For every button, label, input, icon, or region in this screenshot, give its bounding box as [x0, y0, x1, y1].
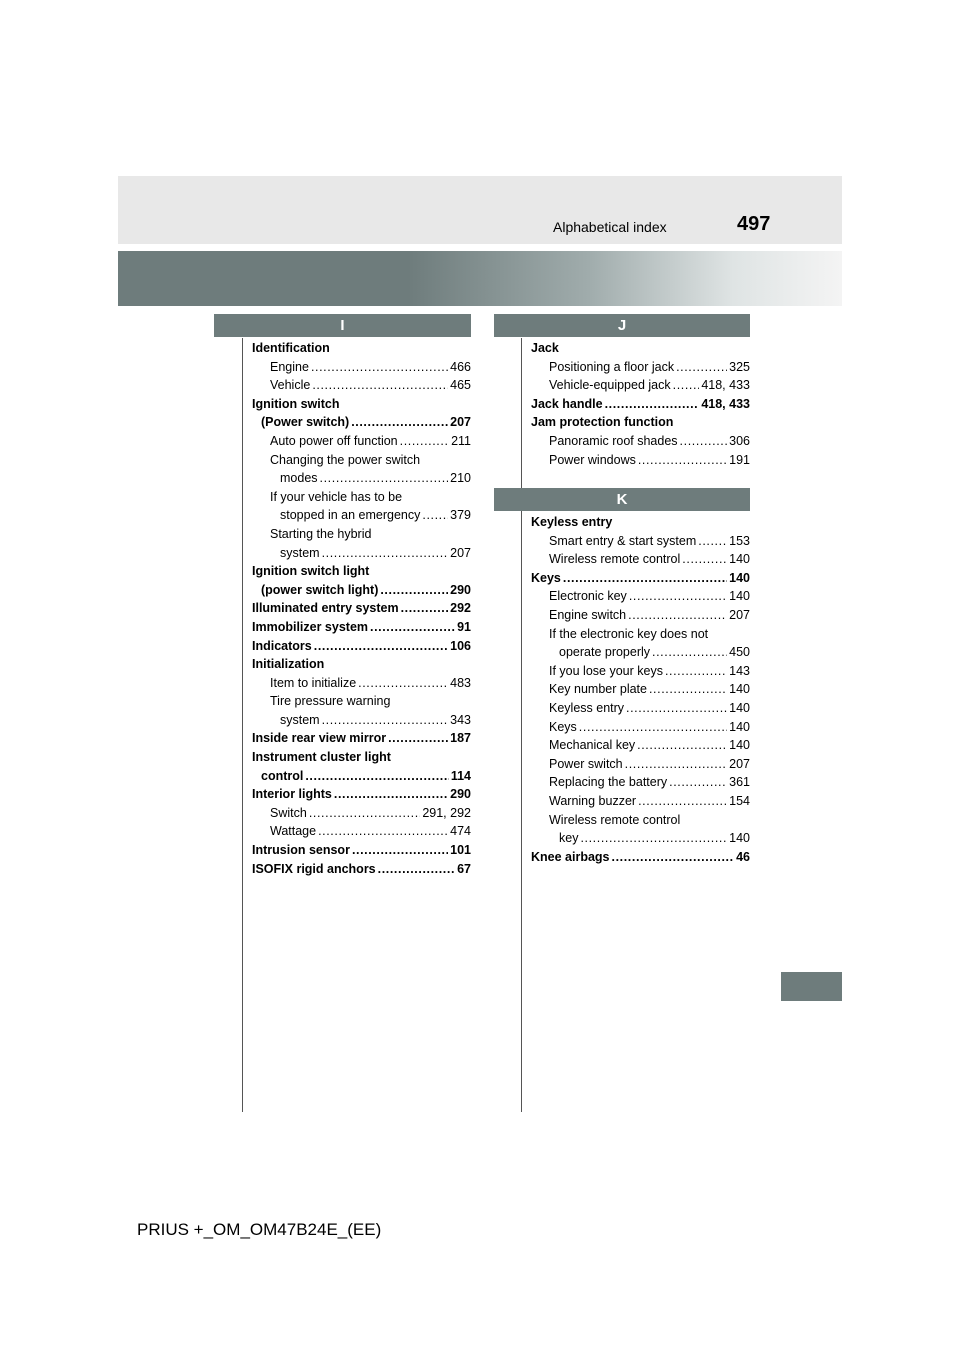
dot-leader	[309, 804, 421, 823]
index-entry-page[interactable]: 483	[450, 675, 471, 690]
index-entry	[252, 358, 471, 377]
index-entry	[252, 692, 471, 711]
index-entry-page[interactable]: 291, 292	[422, 805, 471, 820]
index-entry	[252, 469, 471, 488]
index-entry	[252, 637, 471, 656]
dot-leader	[629, 587, 727, 606]
index-entry-term: Tire pressure warning	[270, 694, 391, 709]
index-entry-page[interactable]: 153	[729, 533, 750, 548]
index-entry-term: Inside rear view mirror	[252, 731, 387, 746]
dot-leader	[422, 506, 448, 525]
index-entry	[252, 395, 471, 414]
index-entry-term: If your vehicle has to be	[270, 489, 403, 504]
index-entry-term: Wireless remote control	[549, 552, 681, 567]
index-entry-term: Keys	[549, 719, 577, 734]
index-entry	[531, 513, 750, 532]
index-entry-term: Instrument cluster light	[252, 750, 391, 765]
index-column-j	[531, 339, 750, 469]
index-entry-term: Auto power off function	[270, 433, 398, 448]
index-entry-page[interactable]: 207	[729, 756, 750, 771]
index-entry-term: Vehicle-equipped jack	[549, 378, 671, 393]
dot-leader	[318, 822, 448, 841]
index-entry	[252, 785, 471, 804]
index-entry	[252, 860, 471, 879]
index-entry	[252, 525, 471, 544]
index-entry-page[interactable]: 418, 433	[701, 396, 750, 411]
index-entry	[252, 804, 471, 823]
index-entry-page[interactable]: 101	[450, 843, 471, 858]
dot-leader	[680, 432, 728, 451]
index-entry	[531, 662, 750, 681]
index-entry-page[interactable]: 140	[729, 719, 750, 734]
index-entry-term: system	[280, 545, 320, 560]
index-entry	[252, 413, 471, 432]
index-entry	[531, 376, 750, 395]
index-entry-page[interactable]: 211	[451, 433, 471, 448]
index-entry	[531, 792, 750, 811]
index-entry	[252, 376, 471, 395]
index-entry	[531, 587, 750, 606]
index-entry-term: modes	[280, 471, 318, 486]
index-entry-page[interactable]: 290	[450, 787, 471, 802]
index-entry-term: key	[559, 831, 579, 846]
index-entry-page[interactable]: 106	[450, 638, 471, 653]
index-entry	[252, 618, 471, 637]
index-entry-page[interactable]: 379	[450, 508, 471, 523]
index-entry-page[interactable]: 140	[729, 738, 750, 753]
dot-leader	[320, 469, 449, 488]
index-entry-page[interactable]: 306	[729, 433, 750, 448]
dot-leader	[649, 680, 727, 699]
dot-leader	[669, 773, 727, 792]
dot-leader	[698, 532, 727, 551]
index-entry-term: Vehicle	[270, 378, 311, 393]
index-entry	[531, 811, 750, 830]
index-entry	[252, 339, 471, 358]
letter-heading-i: I	[214, 314, 471, 337]
index-entry	[252, 599, 471, 618]
index-entry-term: (Power switch)	[261, 415, 350, 430]
index-entry-page[interactable]: 114	[450, 768, 471, 783]
index-entry-page[interactable]: 207	[729, 607, 750, 622]
index-entry-term: Replacing the battery	[549, 775, 668, 790]
dot-leader	[612, 848, 735, 867]
index-entry-page[interactable]: 207	[450, 545, 471, 560]
index-entry	[531, 358, 750, 377]
index-entry-page[interactable]: 91	[457, 619, 471, 634]
index-entry-page[interactable]: 143	[729, 663, 750, 678]
letter-heading-j: J	[494, 314, 750, 337]
index-entry-term: Mechanical key	[549, 738, 636, 753]
index-entry-term: Jack handle	[531, 396, 603, 411]
index-entry	[252, 748, 471, 767]
index-entry-page[interactable]: 465	[450, 378, 471, 393]
header-background	[118, 176, 842, 244]
index-entry	[531, 395, 750, 414]
index-entry-page[interactable]: 140	[729, 570, 750, 585]
index-entry	[531, 699, 750, 718]
index-entry-term: Key number plate	[549, 682, 647, 697]
dot-leader	[652, 643, 727, 662]
dot-leader	[311, 358, 448, 377]
index-entry-term: Immobilizer system	[252, 619, 369, 634]
index-entry-term: ISOFIX rigid anchors	[252, 861, 376, 876]
dot-leader	[352, 841, 448, 860]
index-entry	[252, 729, 471, 748]
index-entry-term: Wattage	[270, 824, 317, 839]
index-entry-page[interactable]: 140	[729, 682, 750, 697]
index-entry	[531, 339, 750, 358]
index-entry-term: Indicators	[252, 638, 312, 653]
index-entry-term: Wireless remote control	[549, 812, 681, 827]
index-entry-term: Power windows	[549, 452, 636, 467]
index-entry-term: control	[261, 768, 304, 783]
index-entry-term: Engine switch	[549, 607, 627, 622]
index-entry	[531, 773, 750, 792]
dot-leader	[358, 674, 448, 693]
index-entry-term: Panoramic roof shades	[549, 433, 678, 448]
index-entry-term: (power switch light)	[261, 582, 379, 597]
index-entry	[252, 562, 471, 581]
index-entry-page[interactable]: 450	[729, 645, 750, 660]
index-entry	[252, 822, 471, 841]
dot-leader	[322, 544, 449, 563]
index-entry-term: Initialization	[252, 657, 325, 672]
index-entry-term: Starting the hybrid	[270, 526, 372, 541]
index-column-i	[252, 339, 471, 878]
index-entry	[531, 532, 750, 551]
index-entry-page[interactable]: 140	[729, 552, 750, 567]
index-entry-page[interactable]: 343	[450, 712, 471, 727]
dot-leader	[682, 550, 727, 569]
index-entry-page[interactable]: 290	[450, 582, 471, 597]
dot-leader	[305, 767, 448, 786]
index-entry	[252, 506, 471, 525]
index-entry	[531, 432, 750, 451]
dot-leader	[370, 618, 455, 637]
index-entry-page[interactable]: 361	[729, 775, 750, 790]
index-entry	[531, 569, 750, 588]
index-entry	[531, 550, 750, 569]
index-entry-page[interactable]: 46	[736, 849, 750, 864]
index-entry-term: If the electronic key does not	[549, 626, 709, 641]
index-entry-term: Warning buzzer	[549, 793, 637, 808]
index-entry-page[interactable]: 210	[450, 471, 471, 486]
dot-leader	[400, 432, 449, 451]
index-entry-page[interactable]: 325	[729, 359, 750, 374]
dot-leader	[314, 637, 448, 656]
index-entry	[252, 544, 471, 563]
index-entry	[531, 606, 750, 625]
index-entry	[531, 736, 750, 755]
index-entry-term: Jam protection function	[531, 415, 674, 430]
dot-leader	[322, 711, 449, 730]
dot-leader	[676, 358, 727, 377]
index-entry-page[interactable]: 418, 433	[701, 378, 750, 393]
index-entry	[531, 718, 750, 737]
index-entry-term: Keys	[531, 570, 561, 585]
index-entry	[531, 829, 750, 848]
index-entry-page[interactable]: 474	[450, 824, 471, 839]
index-entry-term: Power switch	[549, 756, 623, 771]
index-entry-page[interactable]: 466	[450, 359, 471, 374]
index-entry-page[interactable]: 207	[450, 415, 471, 430]
index-entry-term: Keyless entry	[531, 515, 613, 529]
dot-leader	[665, 662, 727, 681]
index-entry	[252, 674, 471, 693]
index-entry	[531, 755, 750, 774]
left-column-rule	[242, 338, 243, 1112]
index-entry-term: Smart entry & start system	[549, 533, 697, 548]
index-entry-term: Ignition switch	[252, 396, 340, 411]
dot-leader	[380, 581, 448, 600]
index-entry-term: Illuminated entry system	[252, 601, 399, 616]
index-entry	[531, 848, 750, 867]
dot-leader	[625, 755, 728, 774]
dot-leader	[388, 729, 448, 748]
index-entry-term: Ignition switch light	[252, 564, 370, 579]
index-entry-term: stopped in an emergency	[280, 508, 421, 523]
index-entry-term: Switch	[270, 805, 307, 820]
section-title: Alphabetical index	[553, 219, 667, 235]
document-id: PRIUS +_OM_OM47B24E_(EE)	[137, 1220, 382, 1239]
dot-leader	[638, 451, 727, 470]
index-entry	[252, 767, 471, 786]
index-entry-term: Positioning a floor jack	[549, 359, 675, 374]
index-entry-term: Jack	[531, 341, 559, 355]
dot-leader	[401, 599, 449, 618]
index-entry	[252, 581, 471, 600]
index-entry-page[interactable]: 140	[729, 700, 750, 715]
dot-leader	[673, 376, 700, 395]
index-entry-term: Intrusion sensor	[252, 843, 350, 858]
index-entry	[531, 643, 750, 662]
index-entry-term: Interior lights	[252, 787, 332, 802]
dot-leader	[312, 376, 448, 395]
dot-leader	[579, 718, 727, 737]
index-entry-page[interactable]: 292	[450, 601, 471, 616]
right-column-rule	[521, 338, 522, 1112]
dot-leader	[638, 792, 727, 811]
index-entry-term: Changing the power switch	[270, 452, 421, 467]
dot-leader	[563, 569, 727, 588]
index-entry-page[interactable]: 154	[729, 793, 750, 808]
index-entry-term: Engine	[270, 359, 309, 374]
index-entry-term: If you lose your keys	[549, 663, 663, 678]
index-entry	[252, 488, 471, 507]
dot-leader	[637, 736, 727, 755]
index-entry-term: operate properly	[559, 645, 651, 660]
index-entry-page[interactable]: 140	[729, 589, 750, 604]
dot-leader	[378, 860, 455, 879]
index-entry	[531, 413, 750, 432]
index-entry-term: Keyless entry	[549, 700, 625, 715]
dot-leader	[626, 699, 727, 718]
index-entry-term: Knee airbags	[531, 849, 610, 864]
index-entry	[252, 432, 471, 451]
index-entry-term: Item to initialize	[270, 675, 357, 690]
chapter-tab	[781, 972, 842, 1001]
dot-leader	[334, 785, 448, 804]
dot-leader	[605, 395, 700, 414]
index-entry-page[interactable]: 191	[729, 452, 750, 467]
dot-leader	[351, 413, 448, 432]
index-entry	[252, 451, 471, 470]
index-entry	[531, 625, 750, 644]
index-entry-page[interactable]: 187	[450, 731, 471, 746]
index-entry	[252, 655, 471, 674]
index-entry	[531, 680, 750, 699]
letter-heading-k: K	[494, 488, 750, 511]
index-entry-page[interactable]: 140	[729, 831, 750, 846]
index-entry-term: Electronic key	[549, 589, 627, 604]
dot-leader	[580, 829, 727, 848]
page-number: 497	[737, 213, 771, 235]
index-entry	[252, 711, 471, 730]
index-entry-page[interactable]: 67	[457, 861, 471, 876]
index-entry-term: Identification	[252, 341, 330, 355]
header-gradient-band	[118, 251, 842, 306]
index-entry-term: system	[280, 712, 320, 727]
dot-leader	[628, 606, 727, 625]
index-column-k	[531, 513, 750, 866]
index-entry	[252, 841, 471, 860]
index-entry	[531, 451, 750, 470]
